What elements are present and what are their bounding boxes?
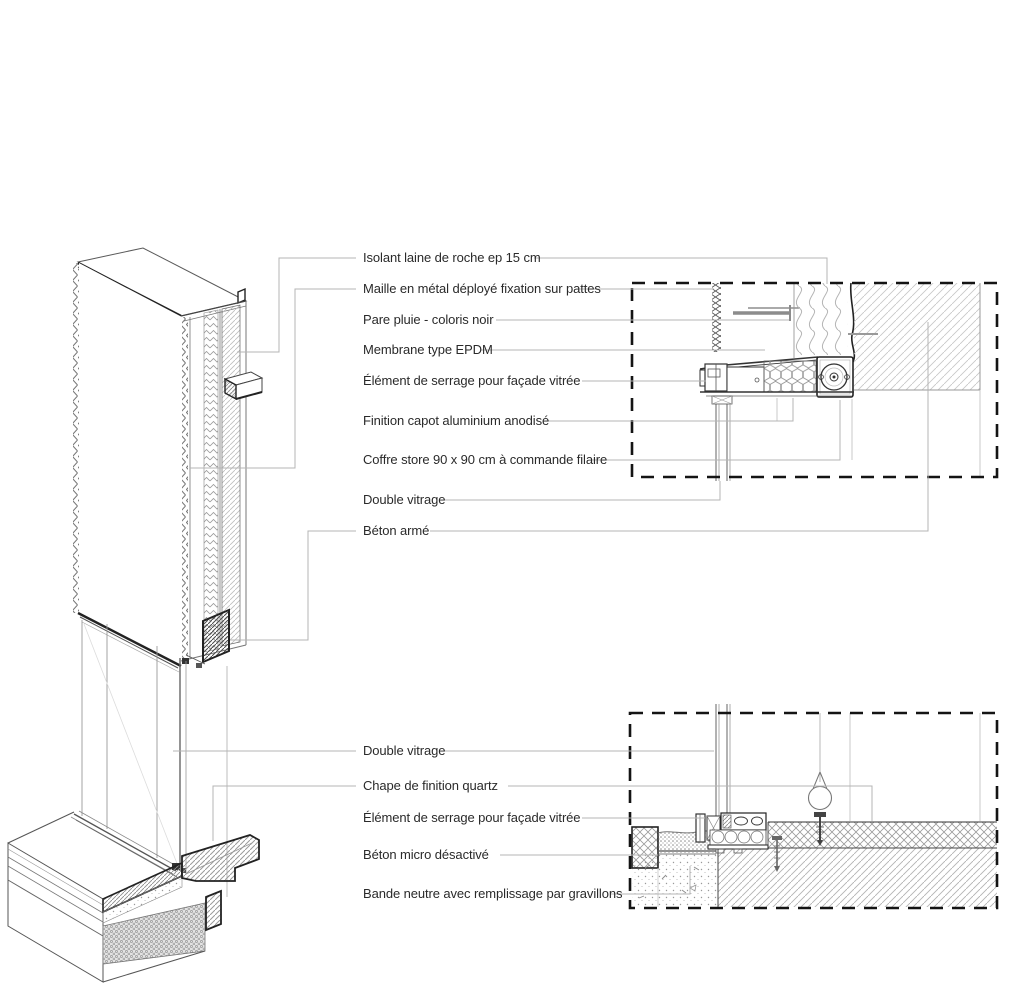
chape-band (768, 822, 997, 848)
callout-finition-capot: Finition capot aluminium anodisé (363, 413, 550, 428)
leader-beton-arme-left (230, 531, 356, 640)
insulation-loops (794, 283, 848, 355)
mesh-strip (712, 283, 721, 352)
callout-pare-pluie: Pare pluie - coloris noir (363, 312, 494, 327)
callout-double-vitrage-haut: Double vitrage (363, 492, 446, 507)
plumb-symbol (809, 713, 832, 810)
callout-membrane: Membrane type EPDM (363, 342, 493, 357)
wall-section-strip (181, 301, 246, 661)
leader-vitrage-haut (444, 481, 720, 500)
concrete-column (222, 305, 240, 646)
stepped-block (182, 835, 259, 881)
callout-chape: Chape de finition quartz (363, 778, 498, 793)
membrane-line (851, 283, 855, 365)
head-frame (700, 357, 854, 404)
callout-maille: Maille en métal déployé fixation sur pattes (363, 281, 601, 296)
callout-isolant: Isolant laine de roche ep 15 cm (363, 250, 541, 265)
leader-finition (546, 398, 793, 421)
callout-beton-micro: Béton micro désactivé (363, 847, 489, 862)
insulation-column (204, 310, 218, 652)
leader-isolant-left (237, 258, 356, 352)
lower-block (206, 891, 221, 930)
podium (8, 811, 259, 982)
callout-element-serrage-haut: Élément de serrage pour façade vitrée (363, 373, 581, 388)
honeycomb-insulation (764, 361, 816, 392)
callout-beton-arme: Béton armé (363, 523, 430, 538)
mesh-face (79, 263, 182, 660)
concrete-hatch (854, 283, 980, 390)
axonometric-view (8, 248, 262, 982)
callout-element-serrage-bas: Élément de serrage pour façade vitrée (363, 810, 581, 825)
callout-double-vitrage-bas: Double vitrage (363, 743, 446, 758)
slab-hatch (718, 848, 997, 907)
top-detail (632, 283, 997, 481)
leader-chape-left (213, 786, 356, 841)
glazing-top-detail (716, 404, 730, 481)
podium-left-face (8, 843, 103, 982)
bottom-detail (630, 704, 997, 908)
callout-bande-neutre: Bande neutre avec remplissage par gravillons (363, 886, 623, 901)
stipple-concrete (632, 853, 718, 907)
callout-coffre-store: Coffre store 90 x 90 cm à commande filaire (363, 452, 608, 467)
glazing-bottom-detail (716, 704, 730, 816)
